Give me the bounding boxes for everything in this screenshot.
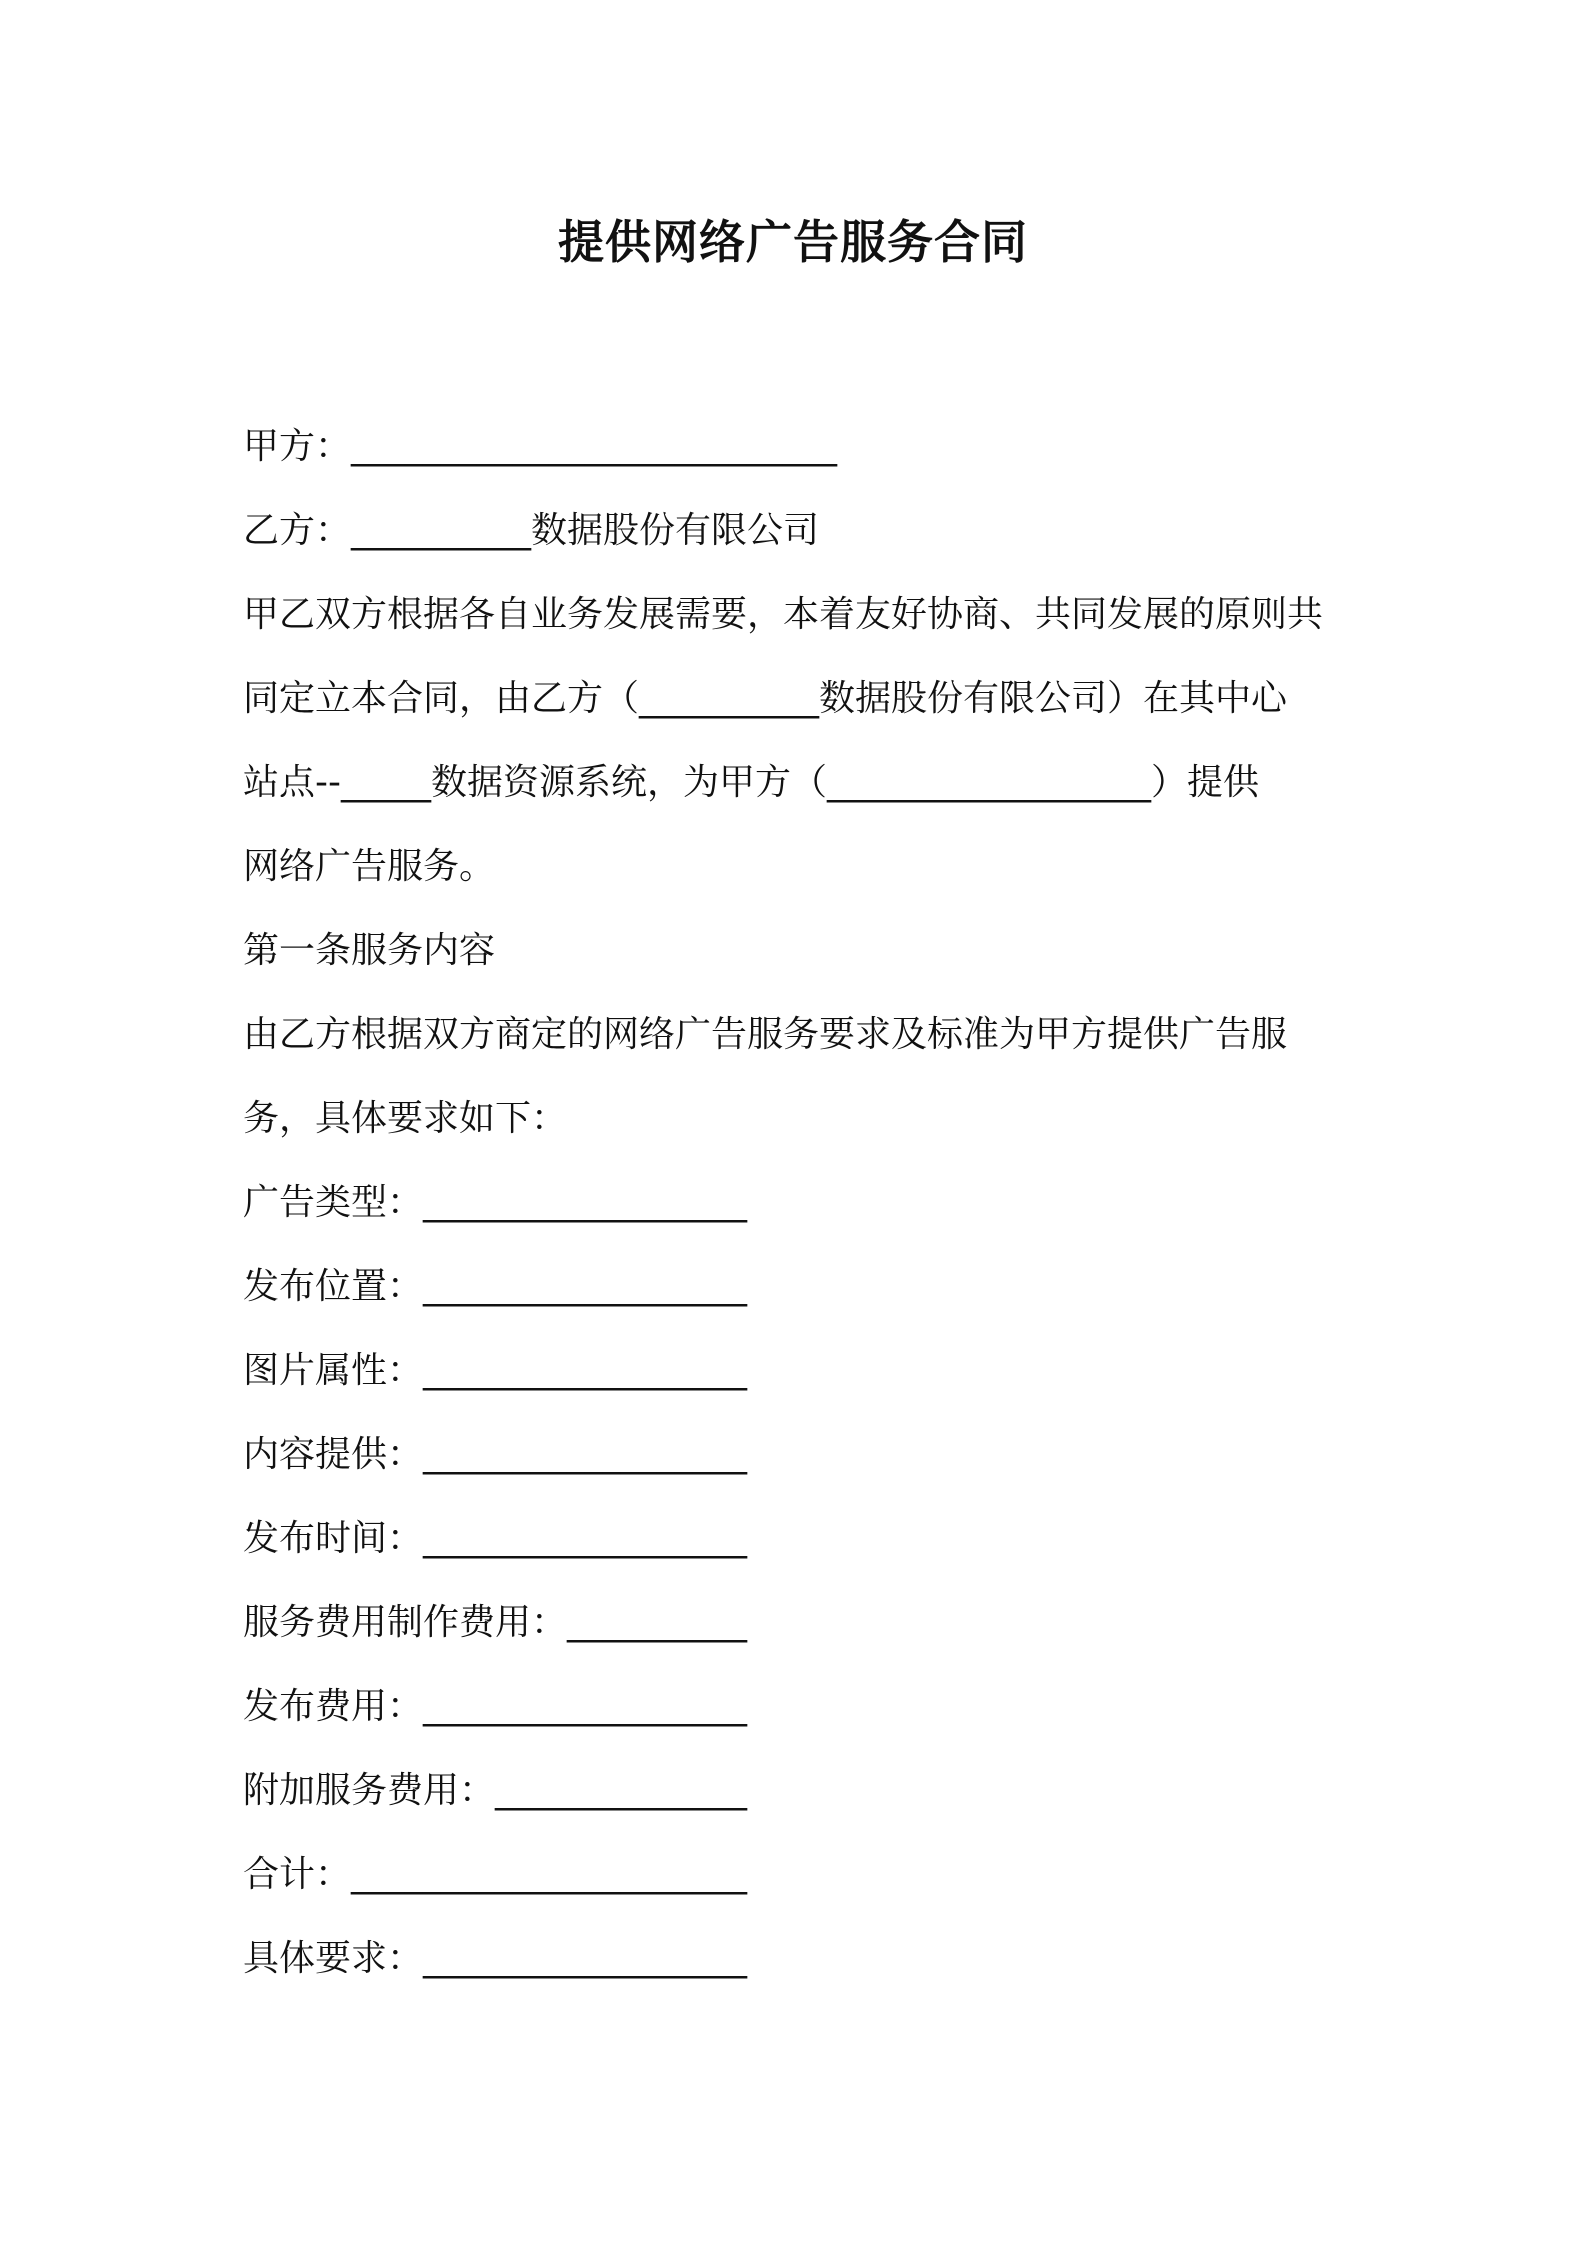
field-total: 合计：______________________ [243, 1854, 748, 1895]
intro-line: 甲乙双方根据各自业务发展需要，本着友好协商、共同发展的原则共 [243, 594, 1324, 635]
field-placement: 发布位置：__________________ [243, 1266, 748, 1307]
intro-line: 同定立本合同，由乙方（__________数据股份有限公司）在其中心 [243, 678, 1288, 719]
field-image-attributes: 图片属性：__________________ [243, 1350, 748, 1391]
field-extra-service-fee: 附加服务费用：______________ [243, 1770, 748, 1811]
party-b-line: 乙方：__________数据股份有限公司 [243, 510, 820, 551]
party-a-line: 甲方：___________________________ [243, 426, 838, 467]
intro-line: 站点--_____数据资源系统，为甲方（__________________）提供 [243, 762, 1259, 803]
intro-paragraph [243, 573, 1353, 909]
intro-line: 网络广告服务。 [243, 846, 496, 887]
article1-paragraph [243, 993, 1353, 1161]
field-content-provider: 内容提供：__________________ [243, 1434, 748, 1475]
service-fields-list [243, 1161, 1353, 2001]
document-title: 提供网络广告服务合同 [558, 215, 1028, 269]
field-specific-requirements: 具体要求：__________________ [243, 1938, 748, 1979]
document-body [243, 405, 1353, 2001]
article1-line: 由乙方根据双方商定的网络广告服务要求及标准为甲方提供广告服 [243, 1014, 1288, 1055]
field-ad-type: 广告类型：__________________ [243, 1182, 748, 1223]
article1-line: 务，具体要求如下： [243, 1098, 568, 1139]
article1-heading: 第一条服务内容 [243, 930, 496, 971]
field-production-fee: 服务费用制作费用：__________ [243, 1602, 748, 1643]
field-publish-time: 发布时间：__________________ [243, 1518, 748, 1559]
field-publish-fee: 发布费用：__________________ [243, 1686, 748, 1727]
